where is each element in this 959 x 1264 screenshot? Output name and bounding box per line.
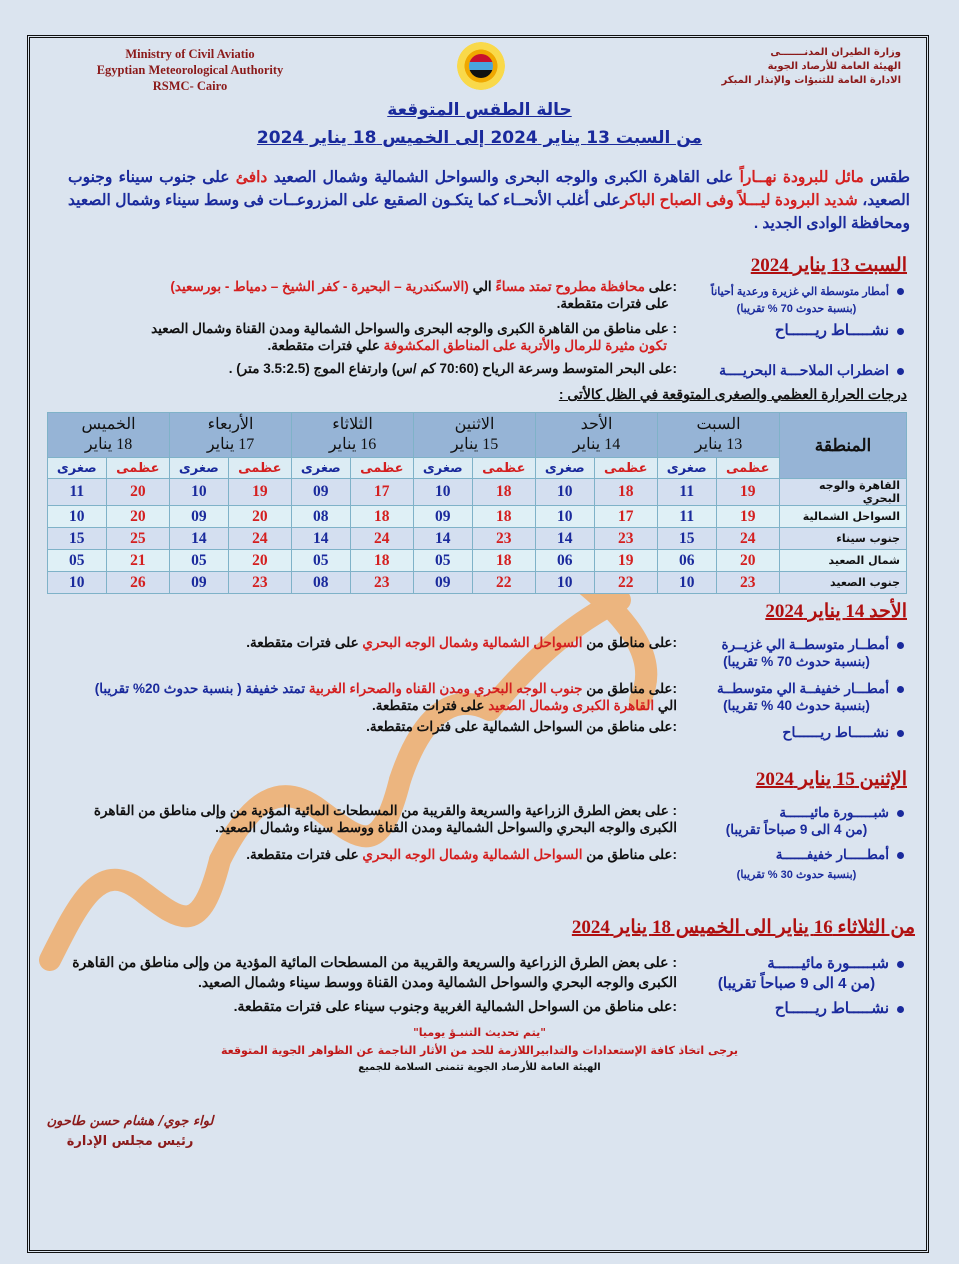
bullet-wind (689, 322, 904, 339)
bullet-fog (689, 954, 904, 994)
min-temp: 10 (536, 506, 594, 528)
bullet-label: أمطـــار خفيفــة الي متوسطــة (717, 681, 889, 696)
day-date: 17 يناير (206, 436, 255, 453)
max-temp: 23 (594, 528, 658, 550)
min-temp: 10 (414, 479, 472, 506)
desc-highlight: القاهرة الكبرى وشمال الصعيد (488, 698, 655, 713)
max-temp: 25 (106, 528, 170, 550)
bullet-label: شبـــــورة مائيــــــة (779, 805, 889, 820)
min-temp: 14 (536, 528, 594, 550)
desc-fog: : على بعض الطرق الزراعية والسريعة والقريبة من المسطحات المائية المؤدية من وإلى مناطق من القاهرة الكبرى والوجه البحري والسواحل الشمالية ومدن القناة ووسط سيناء وشمال الصعيد. (72, 954, 677, 990)
max-temp: 19 (594, 550, 658, 572)
max-temp: 20 (228, 550, 292, 572)
bullet-dot-icon (897, 328, 904, 335)
min-temp: 08 (292, 506, 350, 528)
min-temp: 05 (414, 550, 472, 572)
region-name: السواحل الشمالية (780, 506, 907, 528)
intro-highlight: شديد البرودة ليـــلاً وفى الصباح الباكر (620, 192, 858, 209)
table-row (48, 550, 907, 572)
max-temp: 20 (716, 550, 780, 572)
min-temp: 15 (48, 528, 107, 550)
intro-text: على جنوب سيناء وجنوب الصعيد، (68, 169, 910, 209)
bullet-sub: (من 4 الى 9 صباحاً تقريبا) (725, 822, 868, 837)
max-temp: 23 (228, 572, 292, 594)
ema-logo-icon (457, 42, 505, 90)
max-temp: 18 (350, 506, 414, 528)
region-name: جنوب الصعيد (780, 572, 907, 594)
department-name-ar: الادارة العامة للتنبؤات والإنذار المبكر (721, 75, 901, 86)
bullet-dot-icon (897, 961, 904, 968)
max-temp: 19 (228, 479, 292, 506)
desc-rain-heavy (117, 634, 677, 651)
desc-text: الي (468, 279, 496, 294)
english-header (60, 46, 320, 94)
bullet-rain-light (689, 846, 904, 884)
day-header (414, 413, 536, 458)
bullet-dot-icon (897, 642, 904, 649)
max-temp: 18 (472, 479, 536, 506)
region-header: المنطقة (780, 413, 907, 479)
max-temp: 21 (106, 550, 170, 572)
min-label: صغرى (658, 458, 716, 479)
min-temp: 09 (414, 506, 472, 528)
day-date: 16 يناير (328, 436, 377, 453)
max-temp: 18 (472, 506, 536, 528)
bullet-label: شبـــــورة مائيــــــة (767, 955, 889, 972)
intro-summary (68, 166, 910, 235)
min-temp: 10 (48, 572, 107, 594)
day-date: 18 يناير (84, 436, 133, 453)
desc-text: الي (654, 698, 677, 713)
desc-text: على فترات متقطعة. (246, 847, 363, 862)
bullet-dot-icon (897, 368, 904, 375)
desc-text: :على مناطق من (582, 635, 677, 650)
bullet-fog (689, 804, 904, 838)
desc-highlight: (الاسكندرية – البحيرة - كفر الشيخ – دمياط - بورسعيد) (170, 279, 469, 294)
min-temp: 11 (658, 479, 716, 506)
max-temp: 18 (350, 550, 414, 572)
min-label: صغرى (536, 458, 594, 479)
signatory-name: لواء جوي/ هشام حسن طاحون (46, 1114, 214, 1129)
desc-text: :على مناطق من (582, 681, 677, 696)
intro-highlight: مائل للبرودة نهــاراً (739, 169, 864, 186)
desc-text: : على مناطق من القاهرة الكبرى والوجه البحرى والسواحل الشمالية ومدن القناة وشمال الصعيد (151, 321, 677, 336)
day-header (658, 413, 780, 458)
bullet-sub: (بنسبة حدوث 70 % تقريبا) (736, 303, 857, 315)
desc-text: على فترات متقطعة. (372, 698, 489, 713)
min-label: صغرى (292, 458, 350, 479)
min-temp: 05 (48, 550, 107, 572)
bullet-dot-icon (897, 686, 904, 693)
max-temp: 19 (716, 479, 780, 506)
min-temp: 09 (170, 506, 228, 528)
region-name: القاهرة والوجه البحري (780, 479, 907, 506)
bullet-label: أمطار متوسطة الي غزيرة ورعدية أحياناً (710, 286, 889, 298)
section-title-range: من الثلاثاء 16 يناير الى الخميس 18 يناير 2024 (571, 917, 915, 938)
table-row (48, 506, 907, 528)
max-temp: 17 (350, 479, 414, 506)
max-temp: 19 (716, 506, 780, 528)
bullet-dot-icon (897, 810, 904, 817)
desc-fog: : على بعض الطرق الزراعية والسريعة والقريبة من المسطحات المائية المؤدية من وإلى مناطق من القاهرة الكبرى والوجه البحري والسواحل الشمالية ومدن القناة ووسط سيناء وشمال الصعيد. (93, 803, 677, 835)
max-temp: 23 (716, 572, 780, 594)
max-label: عظمى (228, 458, 292, 479)
max-temp: 22 (472, 572, 536, 594)
day-name: الاثنين (454, 416, 495, 433)
intro-text: طقس (863, 169, 910, 186)
update-note: "يتم تحديث التنبـؤ يوميا" (413, 1026, 546, 1039)
desc-highlight: تمتد خفيفة ( بنسبة حدوث 20% تقريبا) (94, 681, 309, 696)
max-label: عظمى (350, 458, 414, 479)
day-name: السبت (696, 416, 741, 433)
min-temp: 14 (170, 528, 228, 550)
desc-marine: :على البحر المتوسط وسرعة الرياح (70:60 كم /س) وارتفاع الموج (3.5:2.5 متر) . (228, 361, 677, 376)
min-temp: 05 (170, 550, 228, 572)
bullet-sub: (بنسبة حدوث 40 % تقريبا) (723, 698, 870, 713)
bullet-dot-icon (897, 852, 904, 859)
bullet-rain-light (689, 680, 904, 714)
min-temp: 08 (292, 572, 350, 594)
max-temp: 23 (350, 572, 414, 594)
bullet-wind (689, 1000, 904, 1017)
day-name: الأحد (580, 416, 613, 433)
max-label: عظمى (106, 458, 170, 479)
max-temp: 26 (106, 572, 170, 594)
min-temp: 10 (48, 506, 107, 528)
min-label: صغرى (170, 458, 228, 479)
min-label: صغرى (414, 458, 472, 479)
max-temp: 22 (594, 572, 658, 594)
min-temp: 11 (48, 479, 107, 506)
table-row (48, 479, 907, 506)
max-temp: 18 (594, 479, 658, 506)
signatory-role: رئيس مجلس الإدارة (66, 1134, 194, 1149)
ministry-name-ar: وزارة الطيران المدنـــــــى (770, 47, 901, 58)
max-temp: 23 (472, 528, 536, 550)
desc-text: علي فترات متقطعة. (267, 338, 384, 353)
desc-highlight: السواحل الشمالية وشمال الوجه البحري (362, 847, 583, 862)
desc-text: :على (644, 279, 677, 294)
bullet-label: نشـــــاط ريــــــاح (774, 1000, 889, 1017)
min-temp: 15 (658, 528, 716, 550)
desc-highlight: محافظة مطروح تمتد مساءً (495, 279, 645, 294)
bullet-label: نشـــــاط ريــــــاح (782, 724, 889, 740)
min-temp: 09 (170, 572, 228, 594)
day-date: 15 يناير (450, 436, 499, 453)
desc-text: على فترات متقطعة. (246, 635, 363, 650)
min-temp: 14 (292, 528, 350, 550)
desc-rain (157, 278, 677, 312)
max-temp: 20 (106, 479, 170, 506)
max-label: عظمى (594, 458, 658, 479)
max-label: عظمى (472, 458, 536, 479)
desc-wind: :على مناطق من السواحل الشمالية الغربية وجنوب سيناء على فترات متقطعة. (233, 998, 677, 1014)
authority-name-en: Egyptian Meteorological Authority (96, 63, 284, 77)
min-temp: 14 (414, 528, 472, 550)
bullet-label: اضطراب الملاحـــة البحريــــة (719, 362, 889, 378)
min-temp: 05 (292, 550, 350, 572)
bullet-sub: (بنسبة حدوث 70 % تقريبا) (723, 654, 870, 669)
min-temp: 10 (170, 479, 228, 506)
advice-note: يرجى اتخاذ كافة الإستعدادات والتدابيراللازمة للحد من الأثار الناجمة عن الظواهر الجوية المتوقعة (220, 1044, 739, 1057)
desc-text: على فترات متقطعة. (556, 296, 669, 311)
day-name: الثلاثاء (332, 416, 373, 433)
max-temp: 20 (106, 506, 170, 528)
day-header (48, 413, 170, 458)
min-temp: 10 (536, 572, 594, 594)
day-header (170, 413, 292, 458)
bullet-dot-icon (897, 1006, 904, 1013)
section-title-sunday: الأحد 14 يناير 2024 (765, 601, 907, 622)
region-name: جنوب سيناء (780, 528, 907, 550)
center-name-en: RSMC- Cairo (152, 79, 228, 93)
desc-rain-light (117, 846, 677, 863)
table-row (48, 528, 907, 550)
section-title-saturday: السبت 13 يناير 2024 (750, 255, 907, 276)
day-header (292, 413, 414, 458)
bullet-wind (689, 724, 904, 741)
region-name: شمال الصعيد (780, 550, 907, 572)
page-title: حالة الطقس المتوقعة (387, 100, 572, 120)
bullet-rain-heavy (689, 636, 904, 670)
ministry-name-en: Ministry of Civil Aviatio (125, 47, 255, 61)
day-date: 14 يناير (572, 436, 621, 453)
max-temp: 18 (472, 550, 536, 572)
intro-text: على أغلب الأنحــاء كما يتكـون الصقيع على المزروعــات فى وسط سيناء وشمال الصعيد ومحافظة الوادى الجديد . (68, 192, 910, 232)
table-row (48, 572, 907, 594)
temps-caption: درجات الحرارة العظمي والصغرى المتوقعة في الظل كالأتى : (558, 386, 907, 402)
arabic-header (641, 46, 901, 88)
desc-wind: :على مناطق من السواحل الشمالية على فترات متقطعة. (366, 719, 677, 734)
bullet-sub: (من 4 الى 9 صباحاً تقريبا) (717, 975, 876, 992)
day-name: الأربعاء (207, 416, 254, 433)
desc-text: :على مناطق من (582, 847, 677, 862)
min-temp: 10 (536, 479, 594, 506)
min-temp: 11 (658, 506, 716, 528)
bullet-rain (689, 282, 904, 318)
intro-highlight: دافئ (235, 169, 268, 186)
temperature-table (47, 412, 907, 594)
day-name: الخميس (81, 416, 136, 433)
bullet-sub: (بنسبة حدوث 30 % تقريبا) (736, 869, 857, 881)
section-title-monday: الإثنين 15 يناير 2024 (755, 769, 907, 790)
min-temp: 06 (536, 550, 594, 572)
bullet-dot-icon (897, 730, 904, 737)
desc-wind (117, 320, 677, 354)
bullet-label: أمطـــــار خفيفــــــة (775, 847, 889, 862)
day-header (536, 413, 658, 458)
day-date: 13 يناير (694, 436, 743, 453)
safety-wish: الهيئة العامة للأرصاد الجوية تتمنى السلامة للجميع (358, 1062, 601, 1073)
min-temp: 10 (658, 572, 716, 594)
bullet-label: نشـــــاط ريــــــاح (774, 322, 889, 339)
intro-text: على القاهرة الكبرى والوجه البحرى والسواحل الشمالية وشمال الصعيد (267, 169, 740, 186)
max-temp: 24 (716, 528, 780, 550)
desc-highlight: السواحل الشمالية وشمال الوجه البحري (362, 635, 583, 650)
authority-name-ar: الهيئة العامة للأرصاد الجوية (767, 61, 901, 72)
max-temp: 17 (594, 506, 658, 528)
forecast-period: من السبت 13 يناير 2024 إلى الخميس 18 يناير 2024 (256, 128, 703, 148)
bullet-label: أمطــار متوسطــة الي غزيــرة (721, 637, 889, 652)
max-temp: 24 (228, 528, 292, 550)
bullet-marine (689, 362, 904, 379)
desc-rain-light (57, 680, 677, 714)
max-temp: 24 (350, 528, 414, 550)
signature (40, 1112, 220, 1152)
min-temp: 09 (292, 479, 350, 506)
min-temp: 09 (414, 572, 472, 594)
min-temp: 06 (658, 550, 716, 572)
max-label: عظمى (716, 458, 780, 479)
min-label: صغرى (48, 458, 107, 479)
max-temp: 20 (228, 506, 292, 528)
desc-highlight: جنوب الوجه البحري ومدن القناه والصحراء الغربية (308, 681, 583, 696)
desc-highlight: تكون مثيرة للرمال والأتربة على المناطق المكشوفة (383, 338, 667, 353)
bullet-dot-icon (897, 288, 904, 295)
